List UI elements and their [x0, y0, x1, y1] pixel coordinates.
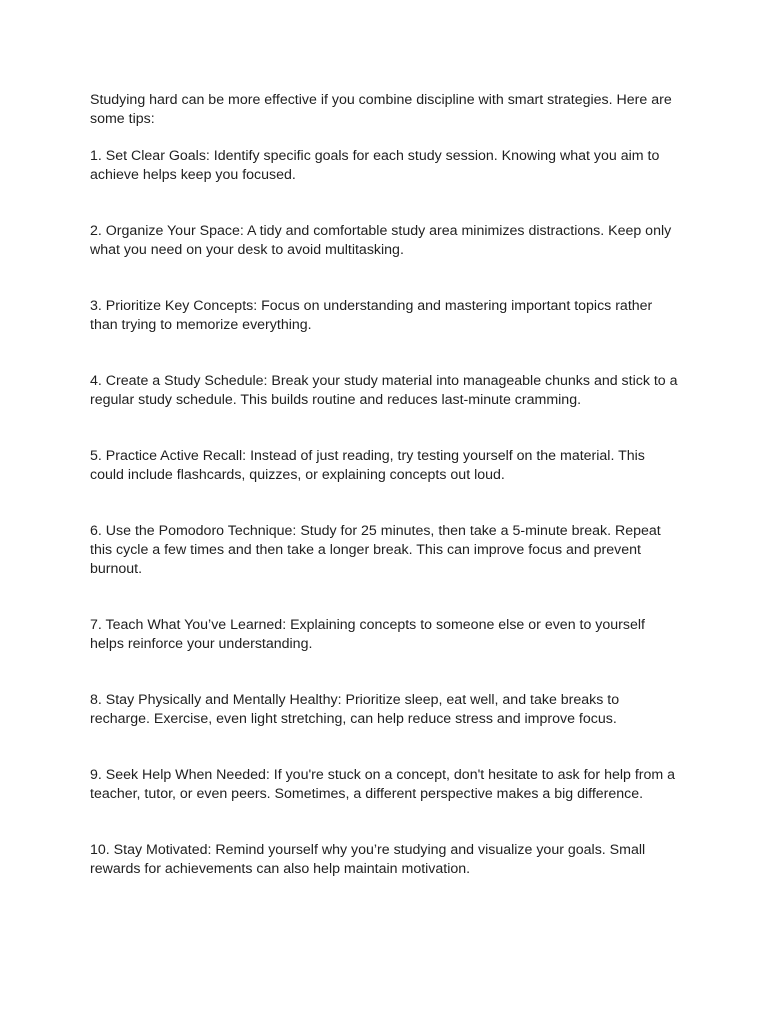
tip-item-10: 10. Stay Motivated: Remind yourself why you’re studying and visualize your goals. Small rewards for achievements can also help maintain motivation. — [90, 842, 646, 877]
tip-item-8: 8. Stay Physically and Mentally Healthy: Prioritize sleep, eat well, and take breaks to recharge. Exercise, even light stretching, can help reduce stress and improve focus. — [90, 692, 620, 727]
intro-paragraph: Studying hard can be more effective if you combine discipline with smart strategies. Here are some tips: — [90, 92, 672, 127]
tip-item-3: 3. Prioritize Key Concepts: Focus on understanding and mastering important topics rather than trying to memorize everything. — [90, 298, 653, 333]
tip-item-5: 5. Practice Active Recall: Instead of just reading, try testing yourself on the material. This could include flashcards, quizzes, or explaining concepts out loud. — [90, 448, 645, 483]
tip-item-6: 6. Use the Pomodoro Technique: Study for 25 minutes, then take a 5-minute break. Repeat this cycle a few times and then take a longer break. This can improve focus and prevent burnout. — [90, 523, 661, 577]
tip-item-1: 1. Set Clear Goals: Identify specific goals for each study session. Knowing what you aim to achieve helps keep you focused. — [90, 148, 660, 183]
tip-item-7: 7. Teach What You’ve Learned: Explaining concepts to someone else or even to yourself helps reinforce your understanding. — [90, 617, 645, 652]
document-body — [90, 91, 680, 879]
tip-item-2: 2. Organize Your Space: A tidy and comfortable study area minimizes distractions. Keep only what you need on your desk to avoid multitasking. — [90, 223, 672, 258]
tip-item-9: 9. Seek Help When Needed: If you're stuck on a concept, don't hesitate to ask for help from a teacher, tutor, or even peers. Sometimes, a different perspective makes a big difference. — [90, 767, 676, 802]
tip-item-4: 4. Create a Study Schedule: Break your study material into manageable chunks and stick to a regular study schedule. This builds routine and reduces last-minute cramming. — [90, 373, 678, 408]
